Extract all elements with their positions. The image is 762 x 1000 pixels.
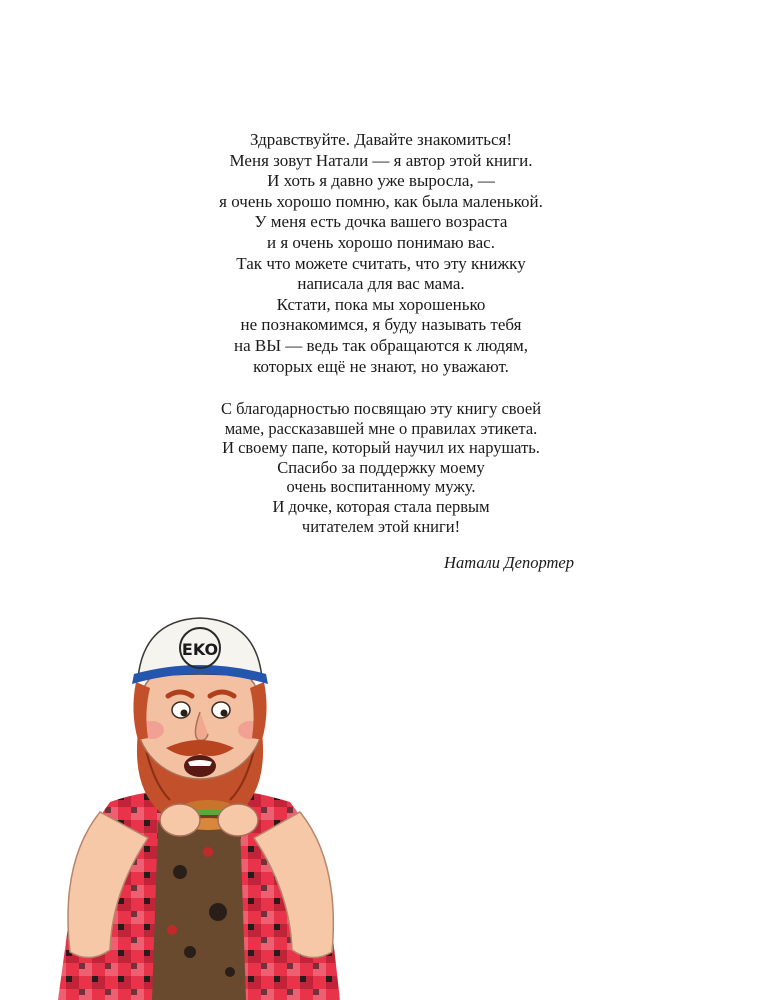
text-line: Меня зовут Натали — я автор этой книги. (229, 150, 533, 170)
dedication-text (150, 399, 612, 536)
text-line: С благодарностью посвящаю эту книгу своей (220, 399, 542, 418)
text-line: И своему папе, который научил их нарушать. (222, 438, 540, 458)
illustration-bearded-man (40, 612, 360, 1000)
text-line: и я очень хорошо понимаю вас. (267, 232, 495, 252)
author-signature: Натали Депортер (444, 553, 574, 572)
text-line: Спасибо за поддержку моему (277, 457, 485, 477)
intro-text (150, 130, 612, 377)
text-line: И хоть я давно уже выросла, — (267, 171, 495, 191)
text-line: У меня есть дочка вашего возраста (254, 212, 508, 232)
cap (132, 618, 268, 684)
text-line: очень воспитанному мужу. (286, 477, 476, 497)
text-line: маме, рассказавшей мне о правилах этикета. (224, 418, 538, 438)
text-line: написала для вас мама. (297, 274, 465, 294)
text-line: Кстати, пока мы хорошенько (276, 294, 486, 314)
text-line: читателем этой книги! (301, 516, 461, 536)
text-line: Так что можете считать, что эту книжку (236, 253, 526, 273)
text-line: не познакомимся, я буду называть тебя (240, 315, 522, 335)
text-line: Здравствуйте. Давайте знакомиться! (249, 130, 512, 149)
text-line: я очень хорошо помню, как была маленькой. (219, 191, 543, 211)
cap-logo: EKO (181, 640, 219, 659)
text-line: И дочке, которая стала первым (272, 496, 490, 516)
text-line: на ВЫ — ведь так обращаются к людям, (233, 335, 528, 355)
text-line: которых ещё не знают, но уважают. (253, 356, 509, 376)
